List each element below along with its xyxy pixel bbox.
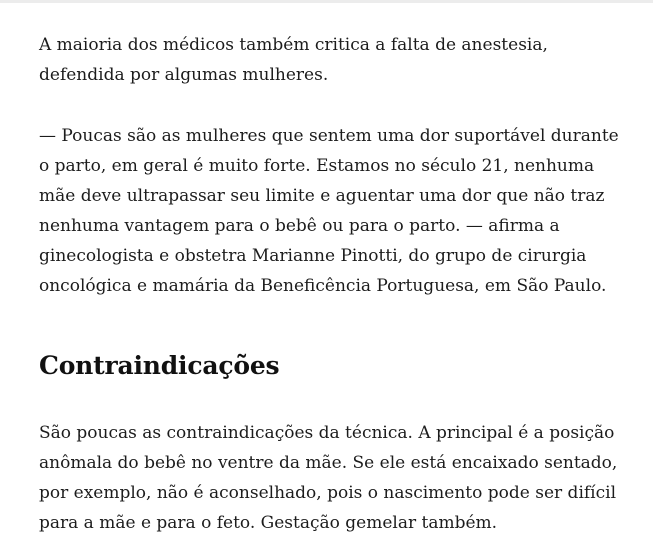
top-divider bbox=[0, 0, 653, 3]
article-paragraph-contraindications: São poucas as contraindicações da técnica. A principal é a posição anômala do bebê no ventre da mãe. Se ele está encaixado sentado, por exemplo, não é aconselhado, pois o nascimento pode ser difícil para a mãe e para o feto. Gestação gemelar também. bbox=[39, 423, 618, 533]
article-body bbox=[39, 30, 629, 538]
section-heading-contraindications: Contraindicações bbox=[39, 351, 280, 380]
article-paragraph-quote: — Poucas são as mulheres que sentem uma dor suportável durante o parto, em geral é muito forte. Estamos no século 21, nenhuma mãe deve ultrapassar seu limite e aguentar uma dor que não traz nenhuma vantagem para o bebê ou para o parto. — afirma a ginecologista e obstetra Marianne Pinotti, do grupo de cirurgia oncológica e mamária da Beneficência Portuguesa, em São Paulo. bbox=[39, 126, 619, 296]
article-paragraph-anesthesia: A maioria dos médicos também critica a falta de anestesia, defendida por algumas mulheres. bbox=[39, 35, 548, 85]
